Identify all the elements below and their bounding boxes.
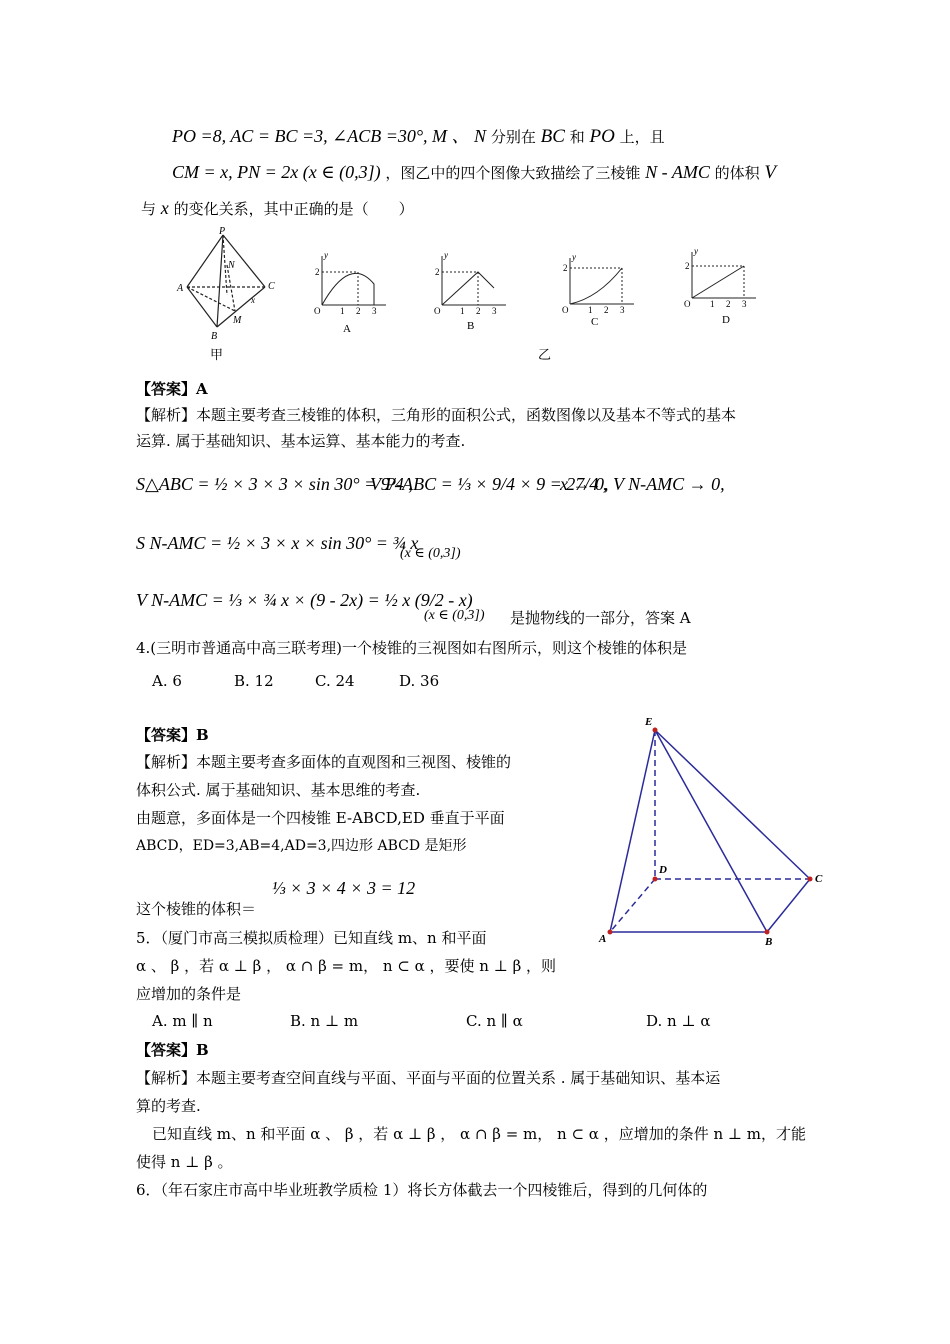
- figure-pyramid-eabcd: [595, 712, 835, 947]
- q4-option-a: A. 6: [152, 672, 182, 690]
- svg-text:P: P: [219, 226, 226, 237]
- svg-text:1: 1: [588, 305, 593, 315]
- q4-analysis-2: 体积公式. 属于基础知识、基本思维的考查.: [136, 781, 421, 799]
- svg-text:2: 2: [604, 305, 609, 315]
- q3-line-1: [172, 126, 665, 147]
- q3-text-2b: 的体积: [714, 164, 760, 182]
- svg-text:x: x: [251, 295, 255, 305]
- svg-text:N: N: [228, 260, 235, 271]
- q3-formula-3b: (x ∈ (0,3]): [424, 608, 485, 623]
- svg-text:O: O: [314, 306, 321, 316]
- vertex-b: B: [765, 936, 773, 947]
- svg-text:1: 1: [710, 299, 715, 309]
- graph-c-label: C: [591, 316, 599, 328]
- svg-text:2: 2: [356, 306, 361, 316]
- q4-stem: 4.(三明市普通高中高三联考理)一个棱锥的三视图如右图所示，则这个棱锥的体积是: [136, 639, 688, 657]
- q3-v: V: [764, 162, 777, 183]
- vertex-c: C: [815, 873, 823, 885]
- q3-formula-1b: V P-ABC = ⅓ × 9/4 × 9 = 27/4 ,: [370, 474, 608, 494]
- q3-formula-1c: x → 0, V N-AMC → 0,: [560, 474, 725, 494]
- q3-formula-3c: 是抛物线的一部分，答案 A: [510, 609, 691, 627]
- q5-stem-1: 5．（厦门市高三模拟质检理）已知直线 m、n 和平面: [136, 929, 487, 947]
- q5-analysis-4: 使得 n ⊥ β 。: [136, 1153, 233, 1171]
- q5-option-c: C. n ∥ α: [466, 1012, 523, 1030]
- q5-stem-3: 应增加的条件是: [136, 985, 242, 1003]
- q3-formula-2b: (x ∈ (0,3]): [400, 546, 461, 561]
- svg-text:y: y: [572, 252, 576, 262]
- q3-answer: 【答案】A: [136, 380, 208, 398]
- svg-text:O: O: [434, 306, 441, 316]
- q5-stem-2: α 、 β ，若 α ⊥ β ， α ∩ β = m， n ⊂ α ，要使 n ⊥ β ，则: [136, 957, 557, 975]
- figure-jia-pyramid: [175, 225, 275, 345]
- q3-text-1c: 上，且: [619, 128, 665, 146]
- vertex-e: E: [645, 716, 653, 728]
- svg-text:2: 2: [563, 263, 568, 273]
- svg-text:y: y: [444, 250, 448, 260]
- q3-text-3b: 的变化关系，其中正确的是（ ）: [173, 200, 414, 218]
- q5-analysis-2: 算的考查.: [136, 1097, 201, 1115]
- q3-analysis-2: 运算. 属于基础知识、基本运算、基本能力的考查.: [136, 432, 466, 450]
- q4-option-b: B. 12: [234, 672, 274, 690]
- vertex-a: A: [599, 933, 607, 945]
- q4-option-d: D. 36: [399, 672, 440, 690]
- q3-bc: BC: [540, 126, 565, 147]
- q4-analysis-4: ABCD，ED=3,AB=4,AD=3,四边形 ABCD 是矩形: [136, 838, 467, 854]
- svg-text:C: C: [268, 281, 275, 292]
- svg-text:y: y: [694, 246, 698, 256]
- vertex-d: D: [659, 864, 667, 876]
- svg-text:B: B: [211, 331, 218, 342]
- q3-text-2: ，图乙中的四个图像大致描绘了三棱锥: [385, 164, 641, 182]
- svg-text:2: 2: [685, 261, 690, 271]
- q5-option-a: A. m ∥ n: [152, 1012, 213, 1030]
- q5-analysis-1: 【解析】本题主要考查空间直线与平面、平面与平面的位置关系 . 属于基础知识、基本运: [136, 1069, 721, 1087]
- graph-d-label: D: [722, 314, 730, 326]
- graph-a: [310, 250, 390, 320]
- svg-text:O: O: [684, 299, 691, 309]
- svg-text:2: 2: [726, 299, 731, 309]
- svg-text:3: 3: [492, 306, 497, 316]
- graph-b-label: B: [467, 320, 475, 332]
- q3-formula-3: V N-AMC = ⅓ × ¾ x × (9 - 2x) = ½ x (9/2 - x): [136, 590, 473, 610]
- q3-po: PO: [589, 126, 615, 147]
- q3-text-3a: 与: [141, 200, 157, 218]
- q4-analysis-5: 这个棱锥的体积＝: [136, 900, 257, 918]
- svg-text:3: 3: [372, 306, 377, 316]
- q4-analysis-1: 【解析】本题主要考查多面体的直观图和三视图、棱锥的: [136, 753, 512, 771]
- svg-text:2: 2: [435, 267, 440, 277]
- q3-text-1b: 和: [569, 128, 585, 146]
- q4-volume-formula: ⅓ × 3 × 4 × 3 = 12: [272, 878, 416, 898]
- svg-text:3: 3: [620, 305, 625, 315]
- q5-option-b: B. n ⊥ m: [290, 1012, 359, 1030]
- q4-option-c: C. 24: [315, 672, 355, 690]
- q5-answer: 【答案】B: [136, 1041, 209, 1059]
- svg-text:A: A: [177, 283, 184, 294]
- graph-c: [558, 252, 638, 322]
- q6-stem-1: 6．（年石家庄市高中毕业班教学质检 1）将长方体截去一个四棱锥后，得到的几何体的: [136, 1181, 708, 1199]
- q3-line-2: [172, 162, 776, 183]
- svg-text:2: 2: [315, 267, 320, 277]
- q5-analysis-3: 已知直线 m、n 和平面 α 、 β ，若 α ⊥ β ， α ∩ β = m， n ⊂ α ，应增加的条件 n ⊥ m，才能: [152, 1125, 807, 1143]
- svg-text:1: 1: [460, 306, 465, 316]
- q3-text-1a: 分别在: [490, 128, 536, 146]
- svg-text:2: 2: [476, 306, 481, 316]
- fig-jia-label: 甲: [210, 348, 224, 363]
- svg-text:1: 1: [340, 306, 345, 316]
- graph-b: [430, 250, 510, 320]
- q3-math-2: CM = x, PN = 2x (x ∈ (0,3]): [172, 162, 381, 182]
- svg-text:3: 3: [742, 299, 747, 309]
- fig-yi-label: 乙: [538, 348, 552, 363]
- q4-answer: 【答案】B: [136, 726, 209, 744]
- q4-analysis-3: 由题意，多面体是一个四棱锥 E-ABCD,ED 垂直于平面: [136, 809, 505, 827]
- svg-text:y: y: [324, 250, 328, 260]
- q3-analysis-1: 【解析】本题主要考查三棱锥的体积，三角形的面积公式，函数图像以及基本不等式的基本: [136, 406, 737, 424]
- q5-option-d: D. n ⊥ α: [646, 1012, 711, 1030]
- q3-nmac: N - AMC: [645, 162, 710, 182]
- q3-formula-1: S△ABC = ½ × 3 × 3 × sin 30° = 9/4 ,: [136, 474, 413, 494]
- graph-d: [680, 246, 760, 316]
- svg-text:O: O: [562, 305, 569, 315]
- svg-text:M: M: [233, 315, 242, 326]
- q3-formula-2: S N-AMC = ½ × 3 × x × sin 30° = ¾ x: [136, 533, 419, 553]
- q3-line-3: [141, 198, 414, 219]
- graph-a-label: A: [343, 323, 351, 335]
- q3-math-1: PO =8, AC = BC =3, ∠ACB =30°, M 、 N: [172, 126, 487, 146]
- q3-x: x: [160, 198, 169, 218]
